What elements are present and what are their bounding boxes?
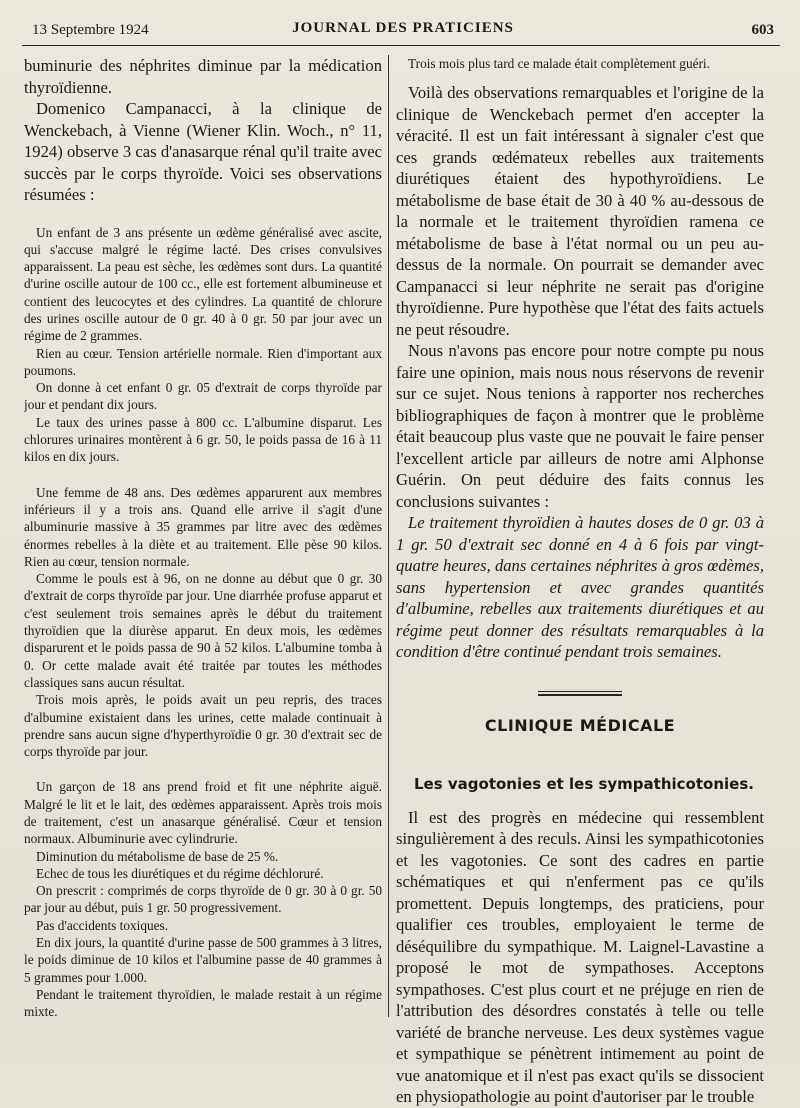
- article-title: Les vagotonies et les sympathicotonies.: [414, 774, 754, 793]
- article-paragraph: Il est des progrès en médecine qui ressemblent singulièrement à des reculs. Ainsi les sympathicotonies et les vagotonies. Ce sont des cadres en partie schématiques et qui n'enferment pas ce qu'ils promettent. Depuis longtemps, des praticiens, pour qualifier ces troubles, employaient le terme de déséquilibre du sympathique. M. Laignel-Lavastine a proposé le mot de sympathoses. Acceptons sympathoses. C'est plus court et ne préjuge en rien de l'attribution des désordres constatés à telle ou telle variété de branche nerveuse. Les deux systèmes vague et sympathique se pénètrent intimement au point de vue anatomique et il n'est pas exact qu'ils se dissocient en physiopathologie au point d'autoriser par le trouble: [396, 807, 764, 1107]
- left-column: [24, 55, 382, 1021]
- observation-1: [24, 224, 382, 466]
- body-paragraph: Nous n'avons pas encore pour notre compte pu nous faire une opinion, mais nous nous réservons de revenir sur ce sujet. Nous tenions à rapporter nos recherches bibliographiques de façon à montrer que le problème était beaucoup plus vaste que ne pouvait le faire penser l'excellent article par ailleurs de notre ami Alphonse Guérin. On peut déduire des faits connus les conclusions suivantes :: [396, 341, 764, 511]
- right-column: [396, 55, 764, 1108]
- page-header: [32, 18, 774, 42]
- observation-paragraph: On donne à cet enfant 0 gr. 05 d'extrait de corps thyroïde par jour et pendant dix jours.: [24, 380, 382, 413]
- page-number: 603: [751, 22, 774, 38]
- section-title: CLINIQUE MÉDICALE: [484, 715, 676, 735]
- observation-paragraph: Rien au cœur. Tension artérielle normale. Rien d'important aux poumons.: [24, 345, 382, 378]
- body-paragraph: buminurie des néphrites diminue par la médication thyroïdienne.: [24, 56, 382, 97]
- conclusion-paragraph: Le traitement thyroïdien à hautes doses de 0 gr. 03 à 1 gr. 50 d'extrait sec donné en 4 à 6 fois par vingt-quatre heures, dans certaines néphrites à gros œdèmes, sans hypertension et avec grandes quantités d'albumine, rebelles aux traitements diurétiques et au régime peut donner des résultats remarquables à la condition d'être continué pendant trois semaines.: [396, 513, 764, 662]
- body-paragraph: Voilà des observations remarquables et l'origine de la clinique de Wenckebach permet d'en accepter la véracité. Il est un fait intéressant à signaler c'est que ces grands œdémateux rebelles aux traitements diurétiques étaient des hypothyroïdiens. Le métabolisme de base était de 30 à 40 % au-dessous de la normale et le traitement thyroïdien ramena ce métabolisme de base à l'état normal ou un peu au-dessus de la normale. On pourrait se demander avec Campanacci si leur néphrite ne serait pas d'origine thyroïdienne. Pure hypothèse que l'état des faits actuels ne peut résoudre.: [396, 83, 764, 339]
- issue-date: 13 Septembre 1924: [32, 22, 149, 38]
- observation-paragraph: Le taux des urines passe à 800 cc. L'albumine disparut. Les chlorures urinaires montèrent à 6 gr. 50, le poids passa de 16 à 11 kilos en dix jours.: [24, 414, 382, 465]
- observation-paragraph: Echec de tous les diurétiques et du régime déchloruré.: [36, 865, 324, 881]
- observation-paragraph: Un enfant de 3 ans présente un œdème généralisé avec ascite, qui s'accuse malgré le régime lacté. Des crises convulsives apparaissent. La peau est sèche, les œdèmes sont durs. La quantité d'urine oscille autour de 100 cc., elle est fortement albumineuse et contient des leucocytes et des cylindres. La quantité de chlorure des urines oscille autour de 0 gr. 40 à 0 gr. 50 par jour avec un régime de 2 grammes.: [24, 224, 382, 344]
- journal-title: JOURNAL DES PRATICIENS: [292, 20, 514, 36]
- observation-paragraph: Trois mois après, le poids avait un peu repris, des traces d'albumine existaient dans les urines, cette malade continuait à prendre sans aucun signe d'hyperthyroïdie 0 gr. 30 d'extrait sec de corps thyroïde par jour.: [24, 692, 382, 760]
- observation-2: [24, 484, 382, 761]
- column-divider: [388, 55, 389, 1017]
- body-paragraph: Domenico Campanacci, à la clinique de Wenckebach, à Vienne (Wiener Klin. Woch., n° 11, 1924) observe 3 cas d'anasarque rénal qu'il traite avec succès par le corps thyroïde. Voici ses observations résumées :: [24, 99, 382, 204]
- observation-paragraph: Un garçon de 18 ans prend froid et fit une néphrite aiguë. Malgré le lit et le lait, des œdèmes apparaissent. Après trois mois de traitement, c'est un anasarque généralisé. Cœur et tension normaux. Albuminurie avec cylindrurie.: [24, 779, 382, 847]
- observation-3: [24, 778, 382, 1020]
- header-rule: [22, 45, 780, 46]
- observation-paragraph: Diminution du métabolisme de base de 25 %.: [36, 848, 279, 864]
- observation-paragraph: Trois mois plus tard ce malade était complètement guéri.: [408, 56, 710, 71]
- observation-paragraph: Une femme de 48 ans. Des œdèmes apparurent aux membres inférieurs il y a trois ans. Quand elle arrive il s'agit d'une albuminurie massive à 35 grammes par litre avec des œdèmes énormes rebelles à la diète et au traitement. Elle pèse 90 kilos. Rien au cœur, tension normale.: [24, 484, 382, 569]
- observation-paragraph: On prescrit : comprimés de corps thyroïde de 0 gr. 30 à 0 gr. 50 par jour au début, puis 1 gr. 50 progressivement.: [24, 883, 382, 916]
- observation-paragraph: Pendant le traitement thyroïdien, le malade restait à un régime mixte.: [24, 986, 382, 1020]
- observation-paragraph: Pas d'accidents toxiques.: [36, 917, 169, 933]
- observation-paragraph: En dix jours, la quantité d'urine passe de 500 grammes à 3 litres, le poids diminue de 10 kilos et l'albumine passe de 40 grammes à 5 grammes pour 1.000.: [24, 935, 382, 985]
- observation-paragraph: Comme le pouls est à 96, on ne donne au début que 0 gr. 30 d'extrait de corps thyroïde par jour. Une diarrhée profuse apparut et c'est seulement trois semaines après le début du traitement thyroïdien que la diurèse apparut. En deux mois, les œdèmes disparurent et le poids passa de 90 à 52 kilos. L'albumine tomba à 0. Or cette malade avait été traitée par toutes les méthodes classiques sans aucun résultat.: [24, 571, 382, 690]
- section-separator: [538, 691, 622, 696]
